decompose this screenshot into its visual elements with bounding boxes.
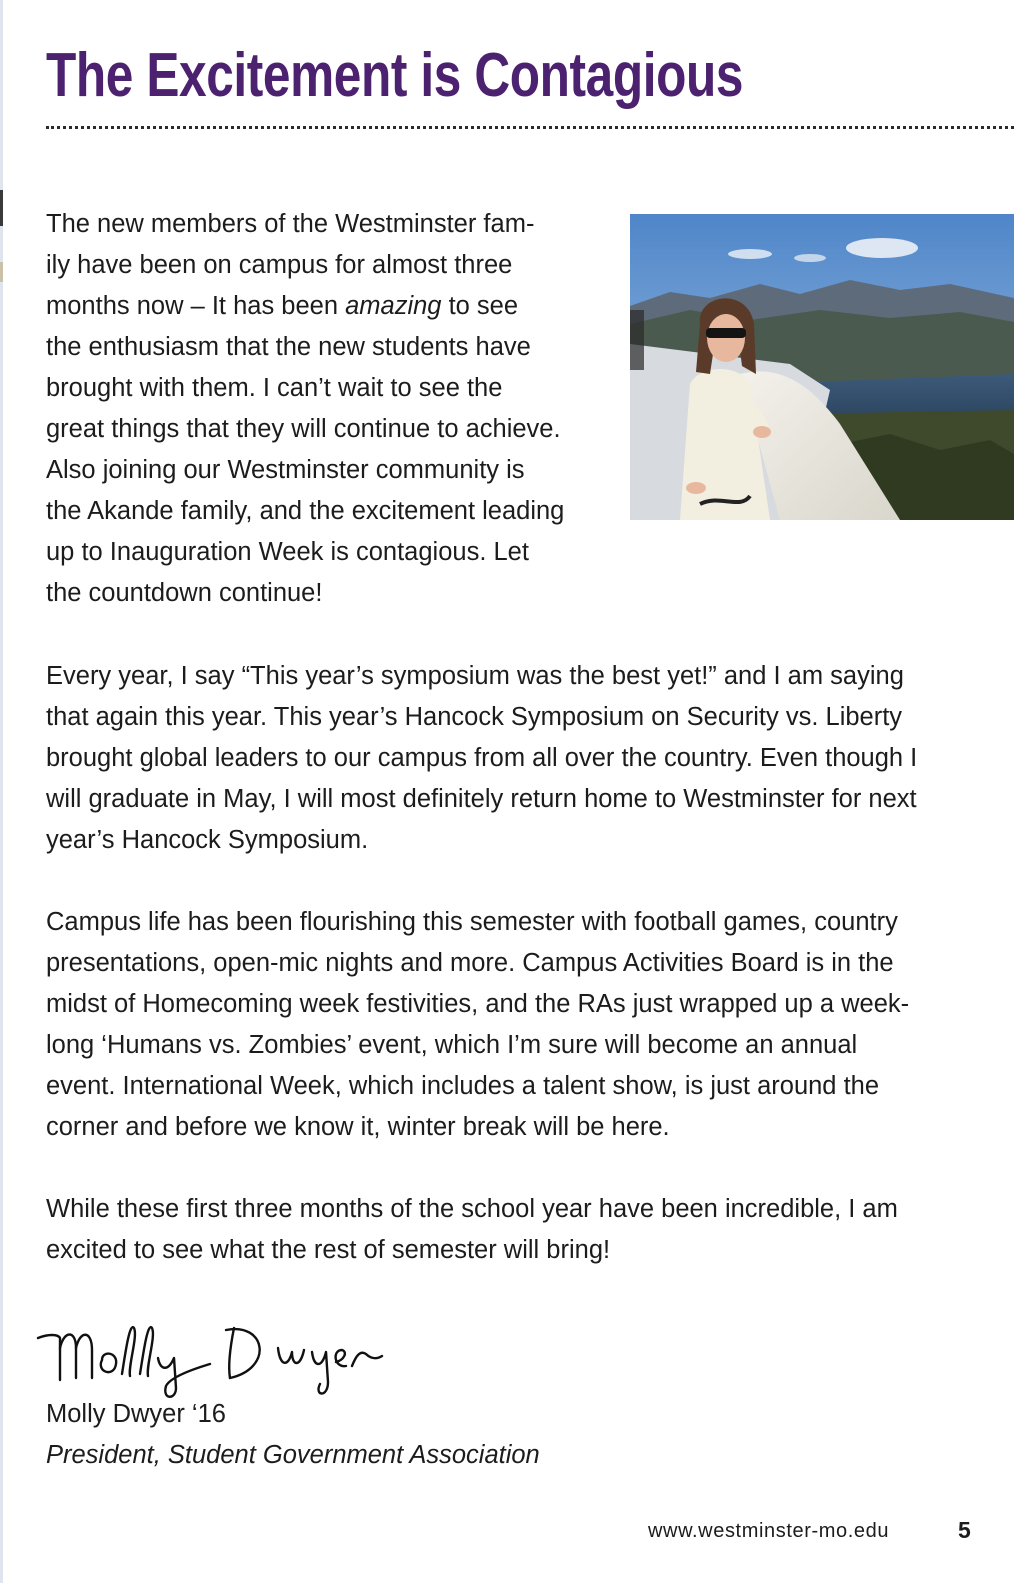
text-line: will graduate in May, I will most definitely return home to Westminster for next — [46, 785, 917, 813]
text-line: the enthusiasm that the new students have — [46, 333, 531, 361]
text-line: The new members of the Westminster fam- — [46, 210, 535, 238]
text-line: the countdown continue! — [46, 579, 323, 607]
page-number: 5 — [958, 1517, 971, 1543]
paragraph-intro — [46, 204, 616, 614]
author-role: President, Student Government Association — [46, 1441, 540, 1469]
text-segment: to see — [441, 292, 519, 320]
text-line: the Akande family, and the excitement leading — [46, 497, 565, 525]
text-line: midst of Homecoming week festivities, and the RAs just wrapped up a week- — [46, 990, 910, 1018]
page-title: The Excitement is Contagious — [46, 41, 744, 110]
text-line: ily have been on campus for almost three — [46, 251, 513, 279]
text-line: that again this year. This year’s Hancock Symposium on Security vs. Liberty — [46, 703, 903, 731]
text-line: presentations, open-mic nights and more. Campus Activities Board is in the — [46, 949, 894, 977]
text-line: brought with them. I can’t wait to see the — [46, 374, 503, 402]
text-line: Campus life has been flourishing this semester with football games, country — [46, 908, 898, 936]
text-line: Every year, I say “This year’s symposium was the best yet!” and I am saying — [46, 662, 904, 690]
text-line — [46, 286, 616, 327]
text-segment: months now – It has been — [46, 292, 346, 320]
dotted-divider — [46, 126, 1014, 129]
text-line: event. International Week, which includes a talent show, is just around the — [46, 1072, 880, 1100]
footer-url[interactable]: www.westminster-mo.edu — [648, 1520, 890, 1542]
text-line: excited to see what the rest of semester will bring! — [46, 1236, 611, 1264]
handwritten-signature — [30, 1308, 390, 1400]
paragraph-campus-life — [46, 902, 996, 1148]
paragraph-closing — [46, 1189, 996, 1271]
edge-mark — [0, 262, 3, 282]
emphasis-text: amazing — [345, 292, 442, 320]
text-line: corner and before we know it, winter break will be here. — [46, 1113, 670, 1141]
author-photo — [630, 214, 1014, 520]
text-line: year’s Hancock Symposium. — [46, 826, 369, 854]
text-line: up to Inauguration Week is contagious. Let — [46, 538, 529, 566]
text-line: great things that they will continue to achieve. — [46, 415, 561, 443]
paragraph-symposium — [46, 656, 996, 861]
edge-mark — [0, 190, 3, 226]
text-line: long ‘Humans vs. Zombies’ event, which I’m sure will become an annual — [46, 1031, 858, 1059]
text-line: While these first three months of the school year have been incredible, I am — [46, 1195, 898, 1223]
photo-illustration — [630, 214, 1014, 520]
text-line: Also joining our Westminster community is — [46, 456, 525, 484]
text-line: brought global leaders to our campus from all over the country. Even though I — [46, 744, 918, 772]
page-edge-rule — [0, 0, 3, 1583]
author-name: Molly Dwyer ‘16 — [46, 1400, 226, 1428]
